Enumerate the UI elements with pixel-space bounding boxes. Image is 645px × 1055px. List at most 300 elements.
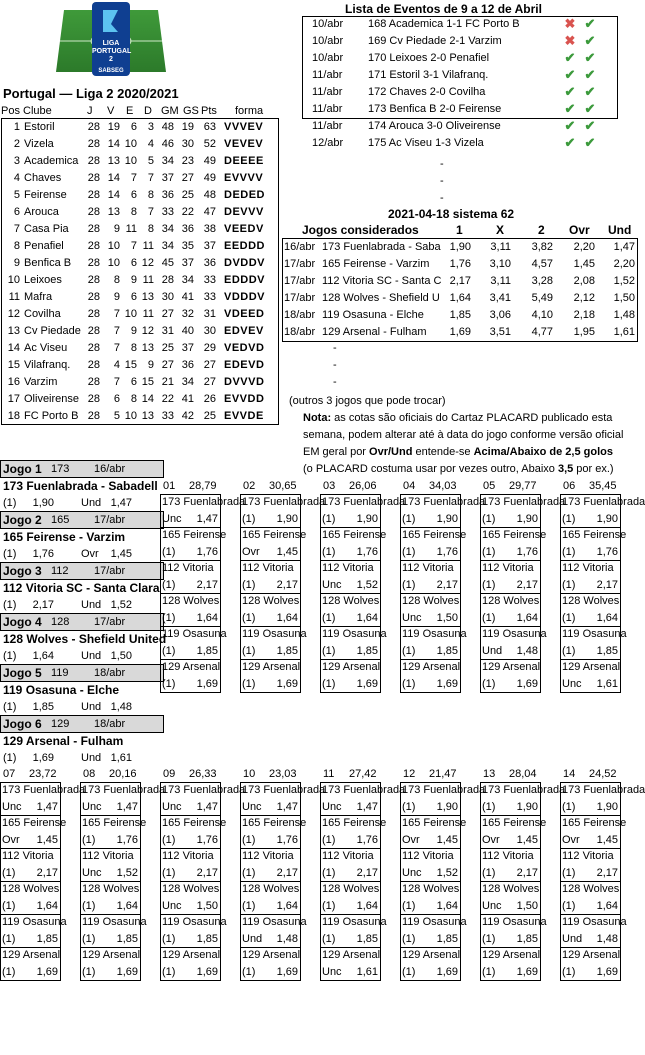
standings-e: 9 [130, 274, 137, 286]
standings-pts: 49 [203, 155, 216, 167]
system-game: 119 Osasuna - Elche [322, 309, 424, 321]
standings-gs: 25 [181, 189, 194, 201]
column-value: 29,77 [509, 480, 537, 492]
card-team: 165 Feirense [562, 529, 627, 541]
standings-j: 28 [87, 359, 100, 371]
column-id: 10 [243, 768, 256, 780]
combination-card [400, 947, 461, 981]
check-icon: ✔ [584, 33, 596, 48]
event-row [302, 84, 632, 101]
card-odd: 1,69 [596, 966, 618, 978]
card-odd: 1,69 [276, 966, 298, 978]
standings-club: Chaves [24, 172, 62, 184]
card-odd: 1,64 [116, 900, 138, 912]
standings-v: 14 [107, 172, 120, 184]
combination-card [400, 914, 467, 948]
card-team: 119 Osasuna [162, 628, 227, 640]
standings-pos: 15 [7, 359, 20, 371]
card-pick: (1) [162, 546, 176, 558]
jogo-date: 17/abr [94, 514, 126, 526]
card-odd: 1,50 [196, 900, 218, 912]
standings-j: 28 [87, 257, 100, 269]
standings-pts: 63 [203, 121, 216, 133]
card-pick: (1) [562, 867, 576, 879]
standings-header [1, 104, 279, 118]
card-team: 112 Vitoria [82, 850, 134, 862]
standings-gs: 19 [181, 121, 194, 133]
jogo-date: 16/abr [94, 463, 126, 475]
standings-j: 28 [87, 206, 100, 218]
card-pick: (1) [402, 645, 416, 657]
standings-forma: EEDDD [224, 240, 266, 252]
standings-j: 28 [87, 308, 100, 320]
card-team: 128 Wolves [562, 883, 620, 895]
card-team: 129 Arsenal [482, 949, 541, 961]
card-team: 112 Vitoria [2, 850, 54, 862]
check-icon: ✔ [584, 50, 596, 65]
standings-j: 28 [87, 325, 100, 337]
notes-line-2-text: as cotas são oficiais do Cartaz PLACARD publicado esta [331, 412, 613, 424]
jogo-number: 129 [51, 718, 70, 730]
standings-pos: 11 [8, 291, 20, 303]
system-game: 129 Arsenal - Fulham [322, 326, 427, 338]
standings-row [2, 153, 280, 170]
standings-forma: VEVEV [224, 138, 264, 150]
column-header [403, 478, 479, 494]
jogo-label: Jogo 5 [3, 666, 42, 680]
event-row [302, 16, 632, 33]
system-o1: 2,17 [449, 275, 471, 287]
notes-3-5: 3,5 [557, 463, 574, 475]
standings-gm: 28 [161, 274, 174, 286]
jogo-block [0, 613, 167, 665]
combination-card [480, 947, 541, 981]
jogo-block [0, 664, 164, 716]
jogo-team-name: 173 Fuenlabrada - Sabadell [3, 479, 158, 493]
card-pick: (1) [242, 966, 256, 978]
card-odd: 1,76 [596, 546, 618, 558]
card-team: 128 Wolves [162, 595, 220, 607]
combination-card [160, 782, 246, 816]
system-date: 17/abr [284, 292, 316, 304]
card-odd: 1,45 [516, 834, 538, 846]
standings-gm: 37 [161, 172, 174, 184]
card-odd: 1,64 [276, 612, 298, 624]
card-pick: (1) [2, 867, 16, 879]
system-ovr: 2,20 [573, 241, 595, 253]
system-ovr: 2,12 [573, 292, 595, 304]
combination-card [400, 659, 461, 693]
card-odd: 1,45 [596, 834, 618, 846]
card-pick: Ovr [402, 834, 420, 846]
event-desc: 173 Benfica B 2-0 Feirense [368, 103, 502, 115]
card-pick: (1) [482, 546, 496, 558]
combination-card [320, 815, 387, 849]
standings-gm: 33 [161, 410, 174, 422]
card-odd: 1,61 [596, 678, 618, 690]
card-odd: 1,85 [116, 933, 138, 945]
column-id: 12 [403, 768, 416, 780]
event-desc: 174 Arouca 3-0 Oliveirense [368, 120, 501, 132]
combination-card [560, 947, 621, 981]
standings-d: 4 [147, 138, 154, 150]
standings-d: 9 [147, 359, 154, 371]
card-pick: (1) [562, 900, 576, 912]
system-title: 2021-04-18 sistema 62 [388, 207, 515, 221]
card-odd: 1,90 [436, 513, 458, 525]
standings-pts: 25 [203, 410, 216, 422]
system-date: 18/abr [284, 326, 316, 338]
system-row [283, 324, 637, 341]
card-team: 119 Osasuna [562, 916, 627, 928]
card-odd: 1,64 [196, 612, 218, 624]
jogo-pick: (1) [3, 752, 17, 764]
header-j: J [87, 105, 93, 117]
combination-card [480, 494, 566, 528]
card-pick: (1) [402, 801, 416, 813]
card-pick: (1) [482, 933, 496, 945]
jogo-ou-label: Und [81, 701, 102, 713]
combination-card [240, 815, 307, 849]
event-date: 11/abr [312, 120, 343, 132]
standings-gs: 36 [181, 359, 194, 371]
system-und: 1,61 [613, 326, 635, 338]
combination-card [320, 593, 381, 627]
column-id: 07 [3, 768, 16, 780]
jogo-pick: (1) [3, 650, 17, 662]
system-ox: 3,10 [489, 258, 511, 270]
card-team: 173 Fuenlabrada [242, 496, 326, 508]
standings-row [2, 136, 280, 153]
card-odd: 1,47 [196, 513, 218, 525]
card-pick: Unc [322, 966, 342, 978]
standings-club: Leixoes [24, 274, 62, 286]
standings-row [2, 204, 280, 221]
standings-row [2, 170, 280, 187]
combination-card [480, 881, 541, 915]
standings-d: 7 [147, 172, 154, 184]
card-team: 129 Arsenal [562, 661, 621, 673]
standings-e: 10 [124, 308, 137, 320]
standings-pts: 26 [203, 393, 216, 405]
event-desc: 168 Academica 1-1 FC Porto B [368, 18, 520, 30]
column-id: 14 [563, 768, 576, 780]
system-header-2: 2 [538, 223, 545, 237]
system-row [283, 239, 637, 256]
card-team: 165 Feirense [322, 817, 387, 829]
standings-gm: 21 [161, 376, 174, 388]
system-table [282, 238, 638, 342]
card-pick: Ovr [242, 546, 260, 558]
notes-line-1: (outros 3 jogos que pode trocar) [289, 395, 446, 407]
combination-card [240, 560, 301, 594]
system-date: 16/abr [284, 241, 316, 253]
jogo-label: Jogo 3 [3, 564, 42, 578]
jogo-odds [0, 750, 164, 767]
jogo-ou-label: Ovr [81, 548, 99, 560]
card-team: 165 Feirense [402, 817, 467, 829]
card-team: 173 Fuenlabrada [482, 784, 566, 796]
standings-v: 8 [113, 274, 120, 286]
card-pick: (1) [162, 612, 176, 624]
card-team: 173 Fuenlabrada [162, 784, 246, 796]
notes-line-4c: entende-se [412, 446, 474, 458]
card-team: 119 Osasuna [242, 628, 307, 640]
header-pos: Pos [1, 105, 20, 117]
system-und: 2,20 [613, 258, 635, 270]
card-odd: 2,17 [596, 867, 618, 879]
column-header [83, 766, 159, 782]
standings-v: 14 [107, 189, 120, 201]
combination-card [400, 782, 486, 816]
card-team: 119 Osasuna [322, 628, 387, 640]
standings-row [2, 289, 280, 306]
dash-mark: - [440, 158, 444, 170]
system-ovr: 1,95 [573, 326, 595, 338]
card-odd: 2,17 [196, 579, 218, 591]
card-pick: (1) [402, 513, 416, 525]
standings-gs: 34 [181, 376, 194, 388]
combination-card [480, 659, 541, 693]
event-date: 10/abr [312, 18, 344, 30]
card-odd: 1,90 [276, 513, 298, 525]
card-pick: (1) [2, 900, 16, 912]
card-odd: 1,47 [276, 801, 298, 813]
card-odd: 1,61 [356, 966, 378, 978]
check-icon: ✔ [564, 84, 576, 99]
card-team: 128 Wolves [482, 883, 540, 895]
system-header-und: Und [608, 223, 632, 237]
standings-d: 13 [141, 342, 154, 354]
column-header [483, 766, 559, 782]
standings-gs: 42 [181, 410, 194, 422]
jogo-number: 165 [51, 514, 70, 526]
dash-mark: - [333, 342, 337, 354]
combination-card [320, 659, 381, 693]
standings-pos: 14 [7, 342, 20, 354]
system-o1: 1,76 [449, 258, 471, 270]
standings-e: 6 [130, 291, 137, 303]
event-date: 11/abr [312, 103, 343, 115]
combination-card [240, 527, 307, 561]
column-header [403, 766, 479, 782]
jogo-odd-1: 2,17 [32, 599, 54, 611]
combination-card [0, 947, 61, 981]
card-team: 165 Feirense [242, 529, 307, 541]
notes-line-4 [289, 444, 639, 461]
card-pick: Unc [482, 900, 502, 912]
card-team: 129 Arsenal [562, 949, 621, 961]
card-team: 112 Vitoria [162, 562, 214, 574]
standings-v: 10 [107, 240, 120, 252]
jogo-label: Jogo 6 [3, 717, 42, 731]
standings-gs: 30 [181, 138, 194, 150]
column-value: 28,04 [509, 768, 537, 780]
standings-gm: 36 [161, 189, 174, 201]
card-pick: (1) [482, 867, 496, 879]
system-o1: 1,69 [449, 326, 471, 338]
column-id: 09 [163, 768, 176, 780]
standings-row [2, 221, 280, 238]
card-pick: (1) [562, 966, 576, 978]
combination-card [160, 527, 227, 561]
combination-card [160, 593, 221, 627]
combination-card [560, 527, 627, 561]
column-id: 05 [483, 480, 496, 492]
card-team: 128 Wolves [482, 595, 540, 607]
standings-club: Arouca [24, 206, 59, 218]
card-team: 119 Osasuna [562, 628, 627, 640]
column-value: 27,42 [349, 768, 377, 780]
jogo-ou-label: Und [81, 752, 102, 764]
card-team: 119 Osasuna [242, 916, 307, 928]
card-pick: Und [562, 933, 583, 945]
card-odd: 2,17 [436, 579, 458, 591]
standings-pos: 8 [13, 240, 20, 252]
system-game: 173 Fuenlabrada - Saba [322, 241, 441, 253]
standings-gs: 36 [181, 223, 194, 235]
notes-acima-abaixo: Acima/Abaixo de 2,5 golos [473, 446, 613, 458]
standings-e: 10 [124, 155, 137, 167]
standings-club: Ac Viseu [24, 342, 68, 354]
standings-e: 11 [125, 223, 137, 235]
card-odd: 1,69 [196, 678, 218, 690]
header-gm: GM [161, 105, 179, 117]
cross-icon: ✖ [564, 33, 576, 48]
column-header [323, 478, 399, 494]
standings-row [2, 391, 280, 408]
standings-gm: 34 [161, 155, 174, 167]
header-v: V [107, 105, 115, 117]
jogo-team-name: 128 Wolves - Shefield United [3, 632, 167, 646]
combination-card [400, 848, 461, 882]
standings-e: 6 [130, 189, 137, 201]
jogo-block [0, 715, 164, 767]
card-pick: Und [482, 645, 503, 657]
card-pick: (1) [82, 900, 96, 912]
jogo-header [0, 562, 164, 580]
jogo-team [0, 682, 164, 699]
standings-d: 5 [147, 155, 154, 167]
standings-row [2, 323, 280, 340]
standings-pos: 10 [7, 274, 20, 286]
system-ox: 3,41 [489, 292, 511, 304]
system-date: 17/abr [284, 258, 316, 270]
standings-forma: EDEVD [224, 359, 265, 371]
system-o1: 1,90 [449, 241, 471, 253]
standings-d: 13 [141, 291, 154, 303]
card-odd: 2,17 [356, 867, 378, 879]
combination-card [560, 782, 645, 816]
standings-club: Casa Pia [24, 223, 69, 235]
standings-pos: 13 [7, 325, 20, 337]
card-team: 173 Fuenlabrada [322, 496, 406, 508]
jogo-ou-value: 1,50 [110, 650, 132, 662]
standings-gm: 27 [161, 308, 174, 320]
standings-pts: 52 [203, 138, 216, 150]
notes-line-5 [289, 461, 639, 478]
standings-v: 19 [107, 121, 120, 133]
header-forma: forma [235, 105, 264, 117]
event-date: 11/abr [312, 69, 343, 81]
card-odd: 1,90 [516, 801, 538, 813]
card-team: 119 Osasuna [162, 916, 227, 928]
standings-e: 15 [124, 359, 137, 371]
standings-d: 11 [142, 274, 154, 286]
card-pick: Und [242, 933, 263, 945]
card-team: 129 Arsenal [482, 661, 541, 673]
card-pick: (1) [82, 933, 96, 945]
standings-club: Feirense [24, 189, 67, 201]
standings-pts: 49 [203, 172, 216, 184]
jogo-odd-1: 1,90 [32, 497, 54, 509]
combination-card [320, 914, 387, 948]
card-pick: (1) [322, 513, 336, 525]
card-pick: Unc [82, 867, 102, 879]
dash-mark: - [333, 376, 337, 388]
combination-card [560, 659, 621, 693]
card-team: 119 Osasuna [402, 628, 467, 640]
card-pick: (1) [2, 966, 16, 978]
standings-pts: 29 [203, 342, 216, 354]
card-team: 129 Arsenal [242, 949, 301, 961]
combination-card [480, 914, 547, 948]
system-row [283, 273, 637, 290]
card-team: 129 Arsenal [162, 949, 221, 961]
card-odd: 1,90 [596, 801, 618, 813]
card-team: 112 Vitoria [322, 850, 374, 862]
standings-club: Cv Piedade [24, 325, 81, 337]
standings-row [2, 187, 280, 204]
check-icon: ✔ [584, 16, 596, 31]
card-team: 173 Fuenlabrada [82, 784, 166, 796]
jogo-ou-value: 1,61 [110, 752, 132, 764]
standings-j: 28 [87, 240, 100, 252]
card-team: 112 Vitoria [242, 562, 294, 574]
notes-line-5c: por ex.) [573, 463, 614, 475]
card-team: 165 Feirense [162, 529, 227, 541]
card-team: 119 Osasuna [402, 916, 467, 928]
standings-pos: 17 [7, 393, 20, 405]
header-pts: Pts [201, 105, 217, 117]
standings-row [2, 357, 280, 374]
card-team: 173 Fuenlabrada [242, 784, 326, 796]
system-header [282, 222, 638, 238]
jogo-team [0, 478, 164, 495]
jogo-header [0, 511, 164, 529]
combination-card [560, 593, 621, 627]
combination-card [160, 659, 221, 693]
check-icon: ✔ [584, 135, 596, 150]
card-odd: 2,17 [516, 867, 538, 879]
card-odd: 1,48 [276, 933, 298, 945]
standings-table [1, 118, 279, 425]
jogo-team-name: 165 Feirense - Varzim [3, 530, 126, 544]
jogo-team-name: 129 Arsenal - Fulham [3, 734, 124, 748]
card-odd: 1,64 [36, 900, 58, 912]
event-date: 10/abr [312, 35, 344, 47]
card-pick: (1) [242, 579, 256, 591]
standings-club: Covilha [24, 308, 61, 320]
card-team: 119 Osasuna [322, 916, 387, 928]
notes-line-4a: EM geral por [303, 446, 370, 458]
standings-gs: 23 [181, 155, 194, 167]
standings-d: 11 [142, 308, 154, 320]
standings-j: 28 [87, 155, 100, 167]
standings-d: 14 [141, 393, 154, 405]
standings-gs: 27 [181, 172, 194, 184]
standings-d: 8 [147, 223, 154, 235]
